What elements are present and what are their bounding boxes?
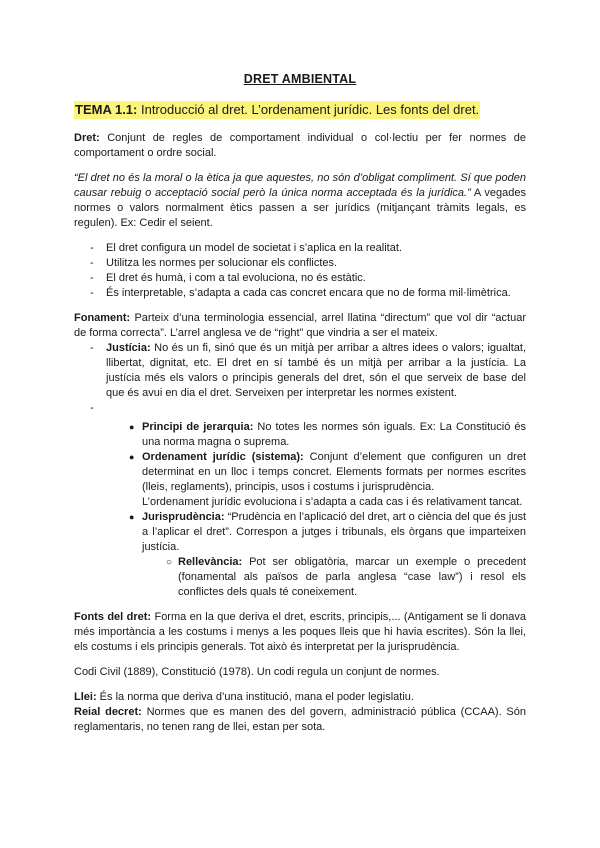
list-item (74, 271, 526, 286)
bullet-item-jerarquia (106, 420, 526, 450)
dash-marker: - (90, 272, 94, 284)
document-title: DRET AMBIENTAL (243, 72, 357, 86)
bullet-list (106, 420, 526, 600)
topic-heading (74, 101, 526, 119)
fonament-list (74, 341, 526, 600)
list-item-empty (74, 401, 526, 600)
paragraph-fonts (74, 610, 526, 655)
list-item (74, 256, 526, 271)
list-item-justicia (74, 341, 526, 401)
term-jurisprudencia: Jurisprudència: (142, 511, 225, 523)
bullet-marker: ● (129, 422, 135, 432)
topic-highlight (74, 101, 480, 119)
dash-marker: - (90, 342, 94, 354)
term-fonament: Fonament: (74, 312, 131, 324)
definition-jurisprudencia: “Prudència en l’aplicació del dret, art o ciència del que és just a l’aplicar el dret”. Correspon a jutges i tribunals, els òrgans que imparteixen justícia. (142, 511, 526, 553)
document-page (74, 72, 526, 735)
term-fonts: Fonts del dret: (74, 611, 152, 623)
term-justicia: Justícia: (106, 342, 151, 354)
term-jerarquia: Principi de jerarquia: (142, 421, 254, 433)
dash-marker: - (90, 242, 94, 254)
term-dret: Dret: (74, 132, 100, 144)
ordenament-extra: L’ordenament jurídic evoluciona i s’adapta a cada cas i és relativament tancat. (142, 496, 523, 508)
sub-bullet-list (142, 555, 526, 600)
paragraph-fonament (74, 311, 526, 341)
definition-fonament: Parteix d’una terminologia essencial, arrel llatina “directum” que vol dir “actuar de forma correcta”. L’arrel anglesa ve de “right” que vindria a ser el mateix. (74, 312, 526, 339)
topic-label: TEMA 1.1: (75, 102, 138, 117)
bullet-marker: ● (129, 452, 135, 462)
term-reial-decret: Reial decret: (74, 706, 142, 718)
list-item-text: El dret configura un model de societat i s’aplica en la realitat. (106, 242, 402, 254)
term-rellevancia: Rellevància: (178, 556, 243, 568)
bullet-marker: ● (129, 512, 135, 522)
list-item (74, 241, 526, 256)
paragraph-dret (74, 131, 526, 161)
definition-llei: És la norma que deriva d’una institució, mana el poder legislatiu. (96, 691, 414, 703)
definition-ordenament: Conjunt d’element que configuren un dret determinat en un lloc i temps concret. Elements formats per normes escrites (lleis, reglaments), principis, usos i costums i jurisprudència. (142, 451, 526, 493)
dash-marker: - (90, 257, 94, 269)
definition-jerarquia: No totes les normes són iguals. Ex: La Constitució és una norma magna o suprema. (142, 421, 527, 448)
quote-italic: “El dret no és la moral o la ètica ja que aquestes, no són d’obligat compliment. Sí que poden causar rebuig o acceptació social però la única norma acceptada és la jurídica.” (74, 172, 526, 199)
quote-rest: A vegades normes o valors normalment ètics passen a ser jurídics (mitjançant tràmits legals, es regulen). Ex: Cedir el seient. (74, 187, 526, 229)
term-ordenament: Ordenament jurídic (sistema): (142, 451, 304, 463)
definition-dret: Conjunt de regles de comportament individual o col·lectiu per fer normes de comportament o ordre social. (74, 132, 526, 159)
list-item (74, 286, 526, 301)
circle-marker: ○ (166, 557, 173, 568)
paragraph-quote (74, 171, 526, 231)
definition-rellevancia: Pot ser obligatòria, marcar un exemple o precedent (fonamental als països de parla anglesa “case law”) i resol els conflictes dels quals té coneixement. (178, 556, 526, 598)
dash-marker: - (90, 402, 94, 414)
paragraph-reial-decret (74, 705, 526, 735)
term-llei: Llei: (74, 691, 97, 703)
sub-bullet-item-rellevancia (142, 555, 526, 600)
definition-justicia: No és un fi, sinó que és un mitjà per arribar a altres idees o valors; igualtat, llibertat, dignitat, etc. El dret en sí també és un mitjà per arribar a la justícia. La justícia més els valors o principis generals del dret, són el que serveix de base del que és avui en dia el dret. Serveixen per interpretar les normes existent. (106, 342, 526, 399)
bullet-item-ordenament (106, 450, 526, 510)
topic-text: Introducció al dret. L’ordenament jurídic. Les fonts del dret. (137, 102, 480, 117)
definition-reial-decret: Normes que es manen des del govern, administració pública (CCAA). Són reglamentaris, no tenen rang de llei, estan per sota. (74, 706, 526, 733)
list-item-text: El dret és humà, i com a tal evoluciona, no és estàtic. (106, 272, 366, 284)
bullet-item-jurisprudencia (106, 510, 526, 600)
dash-marker: - (90, 287, 94, 299)
paragraph-codi: Codi Civil (1889), Constitució (1978). Un codi regula un conjunt de normes. (74, 666, 440, 678)
list-item-text: Utilitza les normes per solucionar els conflictes. (106, 257, 338, 269)
dash-list (74, 241, 526, 301)
definition-fonts: Forma en la que deriva el dret, escrits, principis,... (Antigament se li donava més importància a les costums i menys a les poques lleis que hi havia escrites). Són la llei, els costums i els principis generals. Tot això és interpretat per la jurisprudència. (74, 611, 526, 653)
list-item-text: És interpretable, s’adapta a cada cas concret encara que no de forma mil·limètrica. (106, 287, 511, 299)
paragraph-llei (74, 690, 526, 705)
